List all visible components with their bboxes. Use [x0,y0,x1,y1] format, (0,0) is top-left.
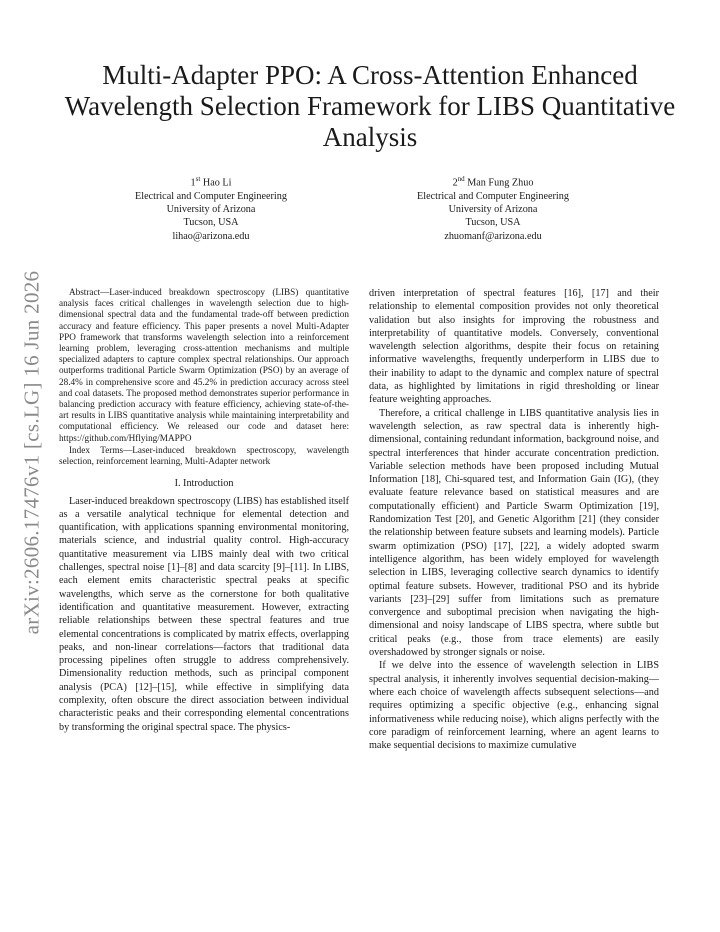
author-location: Tucson, USA [183,217,239,229]
author-block-2 [343,173,643,243]
abstract: Abstract—Laser-induced breakdown spectroscopy (LIBS) quantitative analysis faces critical challenges in wavelength selection due to high-dimensional spectral data and the fundamental trade-off between prediction accuracy and feature efficiency. This paper presents a novel Multi-Adapter PPO framework that transforms wavelength selection into a reinforcement learning problem, leveraging cross-attention mechanisms and multiple specialized adapters to capture complex spectral relationships. Our approach outperforms traditional Particle Swarm Optimization (PSO) by an average of 28.4% in comprehensive score and 45.2% in prediction accuracy across steel and coal datasets. The proposed method demonstrates superior performance in balancing prediction accuracy with feature efficiency, achieving state-of-the-art results in LIBS quantitative analysis while maintaining interpretability and computational efficiency. We released our code and dataset here: https://github.com/Hflying/MAPPO [59,287,349,443]
body-paragraph: driven interpretation of spectral features [16], [17] and their relationship to elemental composition provides not only theoretical validation but also insights for improving the robustness and interpretability of quantitative models. Conversely, conventional wavelength selection algorithms, despite their focus on retaining informative wavelengths, frequently underperform in LIBS due to their inability to adapt to the dynamic and complex nature of spectral data, as highlighted by limitations in rigid thresholding or linear feature weighting approaches. [369,288,659,406]
author-name: Man Fung Zhuo [467,177,534,189]
author-name-line [343,173,643,190]
author-location: Tucson, USA [465,217,521,229]
author-department: Electrical and Computer Engineering [135,190,287,202]
author-ordinal-suffix: st [195,175,201,183]
body-paragraph: Therefore, a critical challenge in LIBS quantitative analysis lies in wavelength selection, as raw spectral data is inherently high-dimensional, containing redundant information, background noise, and spectral interferences that hinder accurate concentration prediction. Variable selection methods have been proposed including Mutual Information [18], Chi-squared test, and Information Gain (IG), (they evaluate feature relevance based on statistical measures and are computationally efficient) and Particle Swarm Optimization [19], Randomization Test [20], and Genetic Algorithm [21] (they consider the relationship between feature subsets and learning models). Particle swarm optimization (PSO) [17], [22], a widely adopted swarm intelligence algorithm, has been widely employed for wavelength selection in LIBS, leveraging collective search dynamics to identify optimal feature subsets. However, traditional PSO and its hybride variants [23]–[29] suffer from limitations such as premature convergence and suboptimal precision when navigating the high-dimensional and noisy landscape of LIBS spectra, where subtle but critical peaks (e.g., those from trace elements) are easily overshadowed by stronger signals or noise. [369,407,659,659]
author-email: lihao@arizona.edu [172,230,250,242]
paper-title: Multi-Adapter PPO: A Cross-Attention Enhanced Wavelength Selection Framework for LIBS Quantitative Analysis [64,60,676,152]
author-name: Hao Li [202,177,232,189]
author-name-line [61,173,361,190]
arxiv-sidebar [4,262,60,642]
author-block-1 [61,173,361,243]
author-email: zhuomanf@arizona.edu [444,230,542,242]
author-ordinal-suffix: nd [457,175,465,183]
author-university: University of Arizona [448,203,538,215]
author-university: University of Arizona [166,203,256,215]
author-ordinal: 2 [452,177,458,189]
author-ordinal: 1 [190,177,196,189]
right-column [369,287,659,752]
left-column [59,287,349,734]
index-terms: Index Terms—Laser-induced breakdown spectroscopy, wavelength selection, reinforcement learning, Multi-Adapter network [59,444,349,467]
body-paragraph: Laser-induced breakdown spectroscopy (LIBS) has established itself as a versatile analytical technique for elemental detection and quantification, with applications spanning environmental monitoring, materials science, and industrial quality control. High-accuracy quantitative measurement via LIBS mainly deal with two critical challenges, spectral noise [1]–[8] and data scarcity [9]–[11]. In LIBS, each element emits characteristic spectral peaks at specific wavelengths, which serve as the cornerstone for both qualitative identification and quantitative measurement. However, extracting reliable relationships between these spectral features and true elemental concentrations is complicated by matrix effects, overlapping peaks, and non-linear correlations—factors that traditional data processing pipelines often struggle to address comprehensively. Dimensionality reduction methods, such as principal component analysis (PCA) [12]–[15], while effective in simplifying data complexity, often obscure the direct association between individual characteristic peaks and their corresponding elemental concentrations by transforming the original spectral space. The physics- [59,495,349,733]
arxiv-identifier: arXiv:2606.17476v1 [cs.LG] 16 Jun 2026 [19,270,44,634]
author-department: Electrical and Computer Engineering [417,190,569,202]
body-paragraph: If we delve into the essence of wavelength selection in LIBS spectral analysis, it inherently involves sequential decision-making—where each choice of wavelength affects subsequent selections—and requires optimizing a specific objective (e.g., enhancing signal informativeness while reducing noise), which aligns perfectly with the core paradigm of reinforcement learning, where an agent learns to make sequential decisions to maximize cumulative [369,660,659,752]
section-heading: I. Introduction [174,478,234,490]
